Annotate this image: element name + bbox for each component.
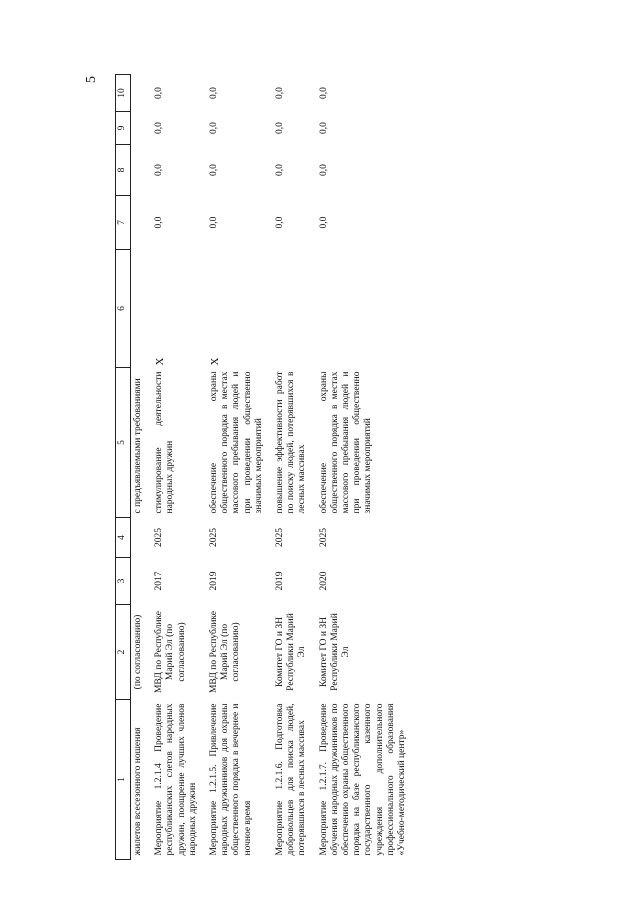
table-row xyxy=(317,75,417,860)
value-col-9: 0,0 xyxy=(318,122,329,134)
responsible-executor: Комитет ГО и ЗН Республики Марий Эл xyxy=(275,613,308,691)
expected-result: стимулирование деятельности народных дружин xyxy=(154,371,176,514)
value-col-7: 0,0 xyxy=(275,216,286,229)
value-col-8: 0,0 xyxy=(209,164,220,176)
column-6-mark xyxy=(131,250,153,368)
start-year: 2019 xyxy=(275,571,286,591)
table-row xyxy=(273,75,317,860)
value-col-8: 0,0 xyxy=(318,164,329,176)
responsible-executor: Комитет ГО и ЗН Республики Марий Эл xyxy=(318,613,352,691)
activity-name: Мероприятие 1.2.1.4 Проведение республиканских слетов народных дружин, поощрение лучших членов народных дружин xyxy=(154,703,198,856)
column-header-3: 3 xyxy=(116,558,131,605)
column-6-mark: X xyxy=(209,357,222,366)
value-col-10: 0,0 xyxy=(275,87,286,99)
expected-result: повышение эффективности работ по поиску людей, потерявшихся в лесных массивах xyxy=(275,371,308,514)
column-header-9: 9 xyxy=(116,112,131,145)
end-year: 2025 xyxy=(154,528,165,547)
value-col-7: 0,0 xyxy=(209,216,220,229)
value-col-8: 0,0 xyxy=(154,164,165,176)
end-year: 2025 xyxy=(318,528,329,547)
value-col-9: 0,0 xyxy=(209,122,220,134)
expected-result: с предъявляемыми требованиями xyxy=(133,378,143,514)
column-header-6: 6 xyxy=(116,250,131,368)
value-col-10: 0,0 xyxy=(318,87,329,99)
column-header-10: 10 xyxy=(116,75,131,112)
value-col-10 xyxy=(131,75,153,112)
value-col-7: 0,0 xyxy=(318,216,329,229)
value-col-10: 0,0 xyxy=(209,87,220,99)
value-col-9: 0,0 xyxy=(154,122,165,134)
program-activities-table xyxy=(115,74,416,860)
column-6-mark xyxy=(317,250,417,368)
expected-result: обеспечение охраны общественного порядка в местах массового пребывания людей и при проведении общественно значимых мероприятий xyxy=(318,371,374,514)
start-year: 2019 xyxy=(209,571,220,591)
responsible-executor: МВД по Республике Марий Эл (по согласованию) xyxy=(154,610,187,694)
column-header-5: 5 xyxy=(116,368,131,518)
page-number: 5 xyxy=(84,76,99,83)
activity-name: Мероприятие 1.2.1.5. Привлечение народных дружинников для охраны общественного порядка в вечернее и ночное время xyxy=(209,703,253,856)
column-header-8: 8 xyxy=(116,145,131,196)
start-year xyxy=(131,558,153,605)
start-year: 2020 xyxy=(318,571,329,591)
end-year: 2025 xyxy=(275,528,286,547)
activity-name: жилетов всесезонного ношения xyxy=(133,727,143,856)
end-year xyxy=(131,518,153,558)
program-activities-table-sheet xyxy=(115,75,525,860)
column-header-4: 4 xyxy=(116,518,131,558)
responsible-executor: (по согласованию) xyxy=(133,614,143,690)
value-col-9 xyxy=(131,112,153,145)
column-6-mark xyxy=(273,250,317,368)
activity-name: Мероприятие 1.2.1.7. Проведение обучения народных дружинников по обеспечению охраны общественного порядка на базе республиканского государственного казенного учреждения дополнительного профессионального образования «Учебно-методический центр» xyxy=(318,703,408,856)
activity-name: Мероприятие 1.2.1.6. Подготовка добровольцев для поиска людей, потерявшихся в лесных массивах xyxy=(275,703,308,856)
table-row xyxy=(131,75,153,860)
responsible-executor: МВД по Республике Марий Эл (по согласованию) xyxy=(209,610,242,694)
column-header-2: 2 xyxy=(116,605,131,700)
column-header-1: 1 xyxy=(116,700,131,860)
expected-result: обеспечение охраны общественного порядка в местах массового пребывания людей и при проведении общественно значимых мероприятий xyxy=(209,371,264,514)
value-col-8 xyxy=(131,145,153,196)
end-year: 2025 xyxy=(209,528,220,547)
value-col-7: 0,0 xyxy=(154,216,165,229)
value-col-7 xyxy=(131,196,153,250)
table-row xyxy=(152,75,207,860)
start-year: 2017 xyxy=(154,571,165,591)
table-row xyxy=(207,75,273,860)
column-header-7: 7 xyxy=(116,196,131,250)
column-6-mark: X xyxy=(154,357,167,366)
value-col-10: 0,0 xyxy=(154,87,165,99)
value-col-9: 0,0 xyxy=(275,122,286,134)
column-number-header-row xyxy=(116,75,131,860)
value-col-8: 0,0 xyxy=(275,164,286,176)
